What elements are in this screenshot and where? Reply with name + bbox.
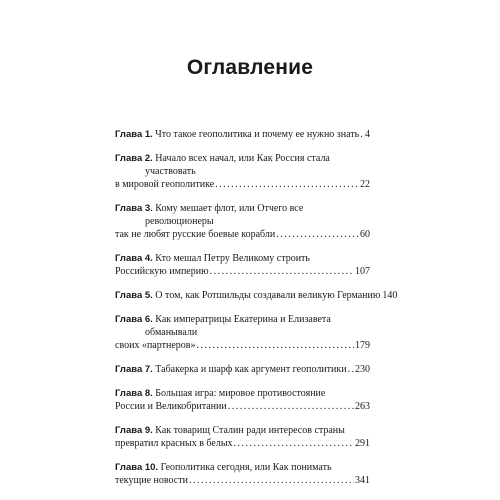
chapter-title: превратил красных в белых — [115, 438, 233, 449]
chapter-label: Глава 7. — [115, 364, 153, 375]
toc-entry[interactable] — [115, 424, 370, 450]
chapter-label: Глава 8. — [115, 388, 153, 399]
dot-leader — [196, 339, 354, 352]
chapter-title: Как товарищ Сталин ради интересов страны — [155, 425, 345, 436]
chapter-title: О том, как Ротшильды создавали великую Германию — [155, 290, 381, 301]
dot-leader — [360, 128, 364, 141]
chapter-title: Как императрицы Екатерина и Елизавета обманывали — [145, 314, 331, 338]
chapter-label: Глава 2. — [115, 153, 153, 164]
table-of-contents — [115, 128, 398, 498]
chapter-title: Геополитика сегодня, или Как понимать — [160, 462, 332, 473]
toc-entry[interactable] — [115, 128, 370, 141]
chapter-title: Российскую империю — [115, 266, 209, 277]
page-number: 4 — [365, 129, 370, 140]
chapter-label: Глава 3. — [115, 203, 153, 214]
toc-entry[interactable] — [115, 252, 370, 278]
toc-entry[interactable] — [115, 363, 370, 376]
chapter-label: Глава 10. — [115, 462, 159, 473]
chapter-label: Глава 4. — [115, 253, 153, 264]
dot-leader — [348, 363, 354, 376]
page-number: 140 — [382, 290, 398, 301]
chapter-title: текущие новости — [115, 475, 188, 486]
page-number: 179 — [355, 340, 370, 351]
dot-leader — [210, 265, 354, 278]
toc-entry[interactable] — [115, 152, 370, 191]
page-title: Оглавление — [186, 56, 314, 79]
chapter-label: Глава 5. — [115, 290, 153, 301]
chapter-title: Начало всех начал, или Как Россия стала участвовать — [145, 153, 330, 177]
toc-entry[interactable] — [115, 387, 370, 413]
chapter-title: своих «партнеров» — [115, 340, 196, 351]
chapter-title: Табакерка и шарф как аргумент геополитики — [155, 364, 347, 375]
page-number: 22 — [360, 179, 370, 190]
chapter-label: Глава 9. — [115, 425, 153, 436]
chapter-title: России и Великобритании — [115, 401, 227, 412]
dot-leader — [234, 437, 354, 450]
chapter-title: Кому мешает флот, или Отчего все революционеры — [145, 203, 304, 227]
dot-leader — [189, 474, 354, 487]
chapter-title: так не любят русские боевые корабли — [115, 229, 276, 240]
page-number: 60 — [360, 229, 370, 240]
toc-entry[interactable] — [115, 313, 370, 352]
chapter-title: Большая игра: мировое противостояние — [155, 388, 326, 399]
page-number: 230 — [355, 364, 370, 375]
toc-entry[interactable] — [115, 289, 398, 302]
page-number: 263 — [355, 401, 370, 412]
page-number: 107 — [355, 266, 370, 277]
dot-leader — [228, 400, 354, 413]
chapter-title: Кто мешал Петру Великому строить — [155, 253, 310, 264]
page-number: 291 — [355, 438, 370, 449]
page-number: 341 — [355, 475, 370, 486]
chapter-label: Глава 1. — [115, 129, 153, 140]
chapter-label: Глава 6. — [115, 314, 153, 325]
dot-leader — [276, 228, 359, 241]
toc-entry[interactable] — [115, 202, 370, 241]
chapter-title: Что такое геополитика и почему ее нужно знать — [155, 129, 360, 140]
chapter-title: в мировой геополитике — [115, 179, 215, 190]
dot-leader — [215, 178, 359, 191]
toc-entry[interactable] — [115, 461, 370, 487]
